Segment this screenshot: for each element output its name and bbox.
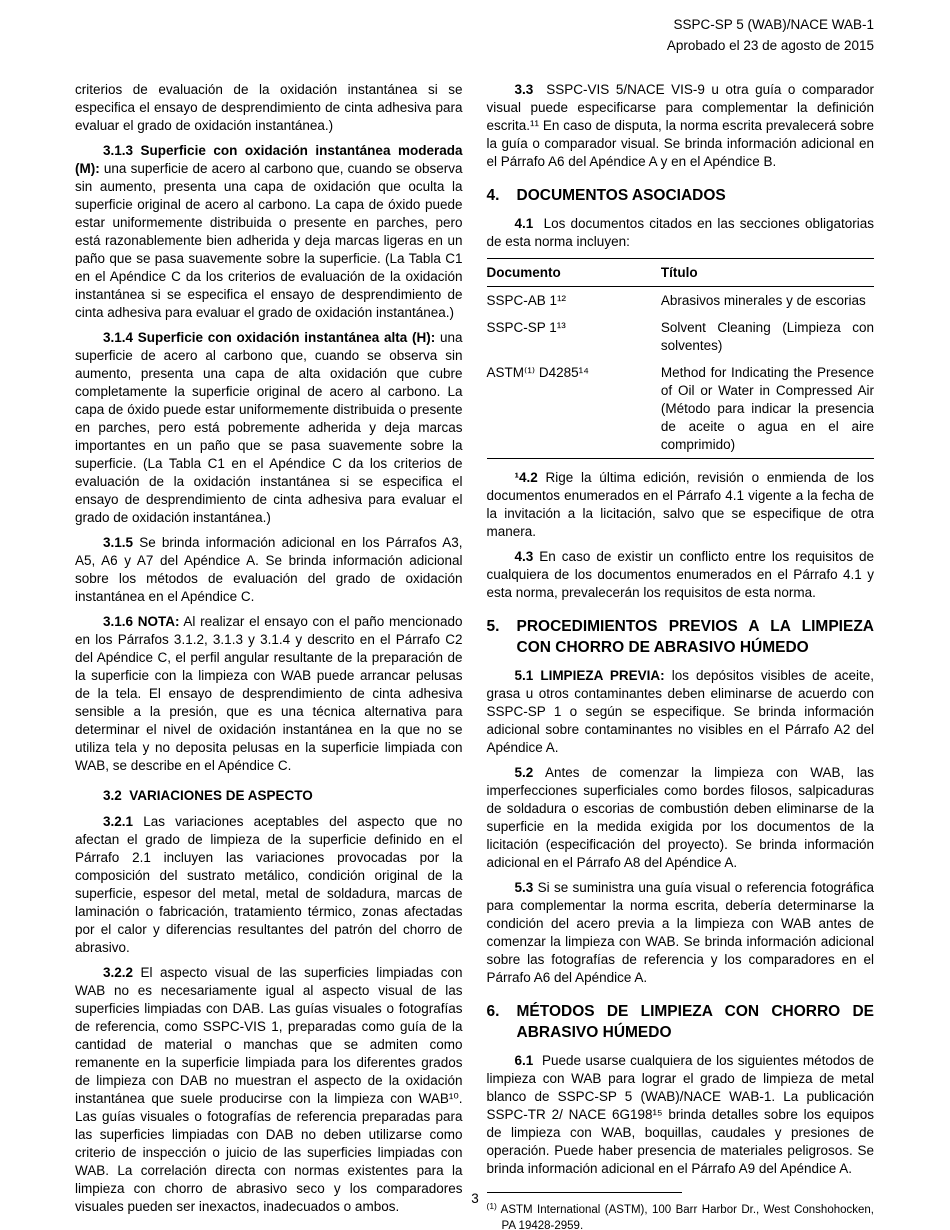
paragraph-text: Rige la última edición, revisión o enmienda de los documentos enumerados en el Párrafo 4.1 vigente a la fecha de la invitación a la licitación, salvo que se especifique de otra manera. <box>486 470 874 539</box>
paragraph-text: Se brinda información adicional en los Párrafos A3, A5, A6 y A7 del Apéndice A. Se brinda información adicional sobre los métodos de evaluación del grado de oxidación instantánea en el Apéndice C. <box>75 535 463 604</box>
paragraph-text: Puede usarse cualquiera de los siguientes métodos de limpieza con WAB para lograr el grado de limpieza de metal blanco de SSPC-SP 5 (WAB)/NACE WAB-1. La publicación SSPC-TR 2/ NACE 6G198¹⁵ brinda detalles sobre los equipos de limpieza con WAB, boquillas, caudales y presiones de operación. Puede haber presencia de materiales peligrosos. Se brinda información adicional en el Párrafo A9 del Apéndice A. <box>486 1053 874 1176</box>
paragraph-5-2 <box>487 764 875 872</box>
paragraph-text: Las variaciones aceptables del aspecto que no afectan el grado de limpieza de la superficie definido en el Párrafo 2.1 incluyen las variaciones provocadas por la composición del sustrato metálico, condición original de la superficie, espesor del metal, metal de soldadura, marcas de laminación o fabricación, tratamiento térmico, zonas afectadas por el calor y diferencias resultantes del patrón del chorro de abrasivo. <box>75 814 463 955</box>
footnote-body: ASTM International (ASTM), 100 Barr Harbor Dr., West Conshohocken, PA 19428-2959. <box>496 1204 874 1230</box>
section-heading-4 <box>487 185 875 206</box>
page-header <box>75 14 874 56</box>
paragraph-text: SSPC-VIS 5/NACE VIS-9 u otra guía o comparador visual puede especificarse para complementar la definición escrita.¹¹ En caso de disputa, la norma escrita prevalecerá sobre la guía o comparador visual. Se brinda información adicional en el Párrafo A6 del Apéndice A y en el Apéndice B. <box>486 82 874 169</box>
paragraph-4-1 <box>487 215 875 251</box>
associated-documents-table <box>487 258 875 459</box>
paragraph-3-2-2 <box>75 964 463 1216</box>
paragraph-lead: 6.1 <box>514 1053 534 1068</box>
paragraph-text: Si se suministra una guía visual o referencia fotográfica para complementar la norma escrita, debería determinarse la condición del acero previa a la limpieza con WAB antes de comenzar la limpieza con WAB. Se brinda información adicional sobre las fotografías de referencia y los comparadores en el Párrafo A6 del Apéndice A. <box>486 880 874 985</box>
paragraph-lead: 3.2.2 <box>103 965 134 980</box>
paragraph-lead: 3.2.1 <box>103 814 134 829</box>
two-column-body <box>75 81 874 1230</box>
table-cell-title: Abrasivos minerales y de escorias <box>660 293 866 308</box>
section-heading-6 <box>487 1001 875 1043</box>
table-header-row <box>487 259 875 287</box>
paragraph-text: una superficie de acero al carbono que, cuando se observa sin aumento, presenta una capa de alta oxidación que cubre completamente la superficie original de acero al carbono. La capa de óxido puede estar uniformemente distribuida o presente en parches, pero está pobremente adherida y deja marcas importantes en un paño que se pasa suavemente sobre la superficie. (La Tabla C1 en el Apéndice C da los criterios de evaluación de la oxidación instantánea si se especifica el ensayo de desprendimiento de cinta adhesiva para evaluar el grado de oxidación instantánea.) <box>75 330 463 525</box>
paragraph-3-2-1 <box>75 813 463 957</box>
table-header-titulo: Título <box>661 259 874 287</box>
paragraph-lead: 3.3 <box>514 82 534 97</box>
paragraph-lead: 5.1 LIMPIEZA PREVIA: <box>514 668 665 683</box>
page-number: 3 <box>471 1191 479 1206</box>
footnote-marker: (1) <box>486 1201 497 1211</box>
paragraph-text: En caso de existir un conflicto entre los requisitos de cualquiera de los documentos enumerados en el Párrafo 4.1 y esta norma, prevalecerán los requisitos de esta norma. <box>486 549 874 600</box>
paragraph-3-1-3 <box>75 142 463 322</box>
paragraph-3-1-6-nota <box>75 613 463 775</box>
table-cell-title: Method for Indicating the Presence of Oil or Water in Compressed Air (Método para indicar la presencia de aceite o agua en el aire comprimido) <box>660 365 874 452</box>
paragraph-lead: 5.2 <box>514 765 534 780</box>
table-cell-title: Solvent Cleaning (Limpieza con solventes) <box>660 320 874 353</box>
paragraph-text: los depósitos visibles de aceite, grasa u otros contaminantes deben eliminarse de acuerdo con SSPC-SP 1 o según se especifique. Se brinda información adicional sobre contaminantes no visibles en el Párrafo A2 del Apéndice A. <box>486 668 875 755</box>
paragraph-3-3 <box>487 81 875 171</box>
section-title: DOCUMENTOS ASOCIADOS <box>516 187 726 204</box>
paragraph-lead: 3.1.6 NOTA: <box>103 614 180 629</box>
paragraph-lead: ¹4.2 <box>514 470 538 485</box>
section-title: MÉTODOS DE LIMPIEZA CON CHORRO DE ABRASIVO HÚMEDO <box>516 1003 874 1041</box>
paragraph-lead: 5.3 <box>514 880 534 895</box>
paragraph-continuation <box>75 81 463 135</box>
table-row <box>487 359 875 459</box>
paragraph-lead: 3.1.4 Superficie con oxidación instantánea alta (H): <box>103 330 436 345</box>
paragraph-lead: 3.1.3 Superficie con oxidación instantánea moderada (M): <box>75 143 463 176</box>
section-number: 4. <box>486 187 500 204</box>
document-code: SSPC-SP 5 (WAB)/NACE WAB-1 <box>673 17 874 32</box>
table-header-documento: Documento <box>487 259 661 287</box>
section-title: PROCEDIMIENTOS PREVIOS A LA LIMPIEZA CON CHORRO DE ABRASIVO HÚMEDO <box>516 618 874 656</box>
paragraph-5-1 <box>487 667 875 757</box>
paragraph-text: El aspecto visual de las superficies limpiadas con WAB no es necesariamente igual al aspecto visual de las superficies limpiadas con DAB. Las guías visuales o fotografías de referencia, como SSPC-VIS 1, preparadas como guía de la cantidad de material o manchas que se admiten como remanente en la superficie limpiada para los diferentes grados de limpieza con DAB no muestran el aspecto de la oxidación instantánea que suele producirse con la limpieza con WAB¹⁰. Las guías visuales o fotografías de referencia preparadas para las superficies limpiadas con DAB no deben utilizarse como criterio de inspección o juicio de las superficies limpiadas con WAB. La correlación directa con normas existentes para la limpieza con chorro de abrasivo seco y los comparadores visuales pueden ser inexactos, inadecuados o ambos. <box>75 965 463 1214</box>
paragraph-text: una superficie de acero al carbono que, cuando se observa sin aumento, presenta una capa de oxidación que oculta la superficie original de acero al carbono. La capa de óxido puede estar uniformemente distribuida o presente en parches, pero está razonablemente bien adherida y deja marcas ligeras en un paño que se pasa suavemente sobre la superficie. (La Tabla C1 en el Apéndice C da los criterios de evaluación de la oxidación instantánea si se especifica el ensayo de desprendimiento de cinta adhesiva para evaluar el grado de oxidación instantánea.) <box>75 161 463 320</box>
paragraph-lead: 4.1 <box>514 216 534 231</box>
paragraph-lead: 3.1.5 <box>103 535 134 550</box>
right-column <box>487 81 875 1230</box>
approval-date: Aprobado el 23 de agosto de 2015 <box>666 38 874 53</box>
table-cell-document: SSPC-SP 1¹³ <box>486 320 566 335</box>
paragraph-4-2 <box>487 469 875 541</box>
section-heading-5 <box>487 616 875 658</box>
section-number: 5. <box>486 618 500 635</box>
table-cell-document: ASTM⁽¹⁾ D4285¹⁴ <box>486 365 589 380</box>
paragraph-text: Al realizar el ensayo con el paño mencionado en los Párrafos 3.1.2, 3.1.3 y 3.1.4 y descrito en el Párrafo C2 del Apéndice C, el perfil angular resultante de la preparación de la superficie con la limpieza con WAB puede arrancar pelusas de la tela. El ensayo de desprendimiento de cinta adhesiva sensible a la presión, que es una técnica alternativa para determinar el nivel de oxidación instantánea en la que no se utiliza tela y no deposita pelusas en la superficie limpiada con WAB, se describe en el Apéndice C. <box>75 614 463 773</box>
paragraph-6-1 <box>487 1052 875 1178</box>
left-column <box>75 81 463 1230</box>
page-footer <box>0 1191 950 1206</box>
subheading-3-2: 3.2 VARIACIONES DE ASPECTO <box>103 788 313 803</box>
table-row <box>487 314 875 359</box>
paragraph-lead: 4.3 <box>514 549 534 564</box>
section-number: 6. <box>486 1003 500 1020</box>
table-cell-document: SSPC-AB 1¹² <box>486 293 567 308</box>
paragraph-4-3 <box>487 548 875 602</box>
paragraph-text: Antes de comenzar la limpieza con WAB, las imperfecciones superficiales como bordes filosos, salpicaduras de soldadura o escorias de combustión deben eliminarse de la superficie en la medida exigida por los documentos de la licitación (especificación del proyecto). Se brinda información adicional en el Párrafo A8 del Apéndice A. <box>486 765 874 870</box>
paragraph-5-3 <box>487 879 875 987</box>
paragraph-text: Los documentos citados en las secciones obligatorias de esta norma incluyen: <box>486 216 874 249</box>
paragraph-text: criterios de evaluación de la oxidación instantánea si se especifica el ensayo de desprendimiento de cinta adhesiva para evaluar el grado de oxidación instantánea.) <box>75 82 463 133</box>
paragraph-3-1-4 <box>75 329 463 527</box>
paragraph-3-1-5 <box>75 534 463 606</box>
table-row <box>487 287 875 315</box>
